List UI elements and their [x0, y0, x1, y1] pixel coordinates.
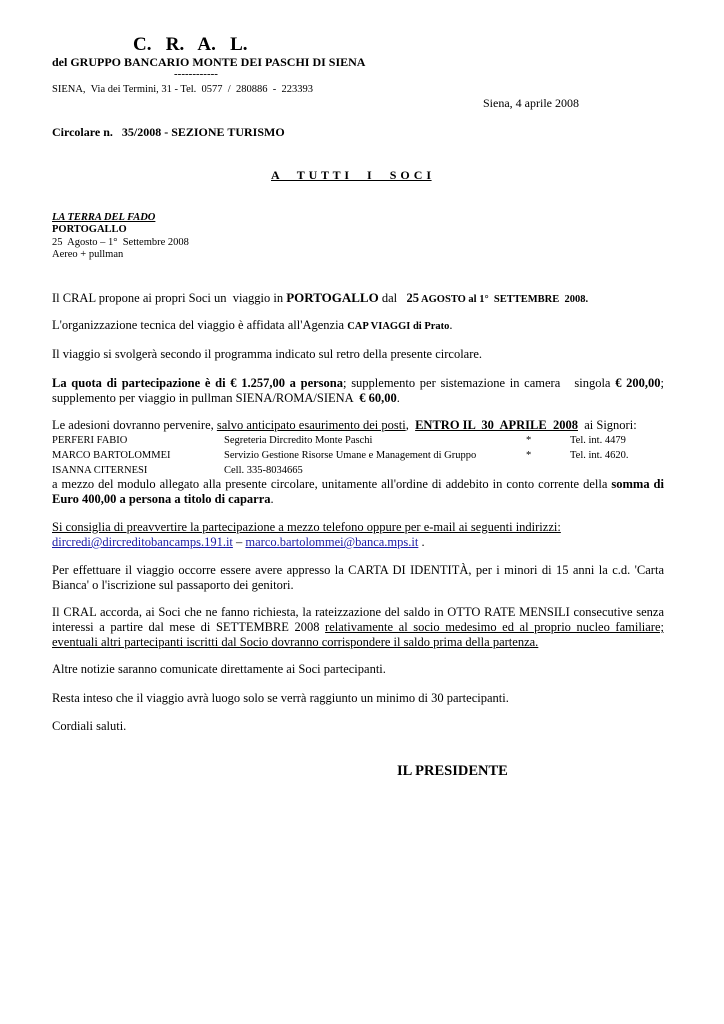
contact-phone: Tel. int. 4620.	[570, 450, 629, 461]
closing-greeting: Cordiali saluti.	[52, 719, 127, 733]
paragraph-deadline	[52, 418, 664, 433]
bus-supplement: € 60,00	[359, 391, 397, 405]
paragraph-program: Il viaggio si svolgerà secondo il programma indicato sul retro della presente circolare.	[52, 347, 483, 361]
contact-row	[52, 449, 170, 462]
paragraph-price	[52, 376, 668, 406]
trip-title: LA TERRA DEL FADO	[52, 212, 156, 223]
separator: –	[232, 535, 246, 549]
paragraph-agency	[52, 318, 664, 334]
deposit-amount: somma di Euro 400,00 a persona a titolo di caparra	[52, 477, 664, 506]
recipients-heading: A T U T T I I S O C I	[271, 168, 432, 182]
contact-row	[52, 434, 127, 447]
text: ; supplemento per viaggio in pullman SIENA/ROMA/SIENA	[52, 376, 668, 405]
text: ai Signori:	[577, 418, 637, 432]
single-supplement: € 200,00	[615, 376, 661, 390]
date-range: AGOSTO al 1° SETTEMBRE 2008.	[419, 294, 589, 305]
text: .	[396, 391, 400, 405]
text: a mezzo del modulo allegato alla presente circolare, unitamente all'ordine di addebito in conto corrente della	[52, 477, 612, 491]
header-address: SIENA, Via dei Termini, 31 - Tel. 0577 / 280886 - 223393	[52, 84, 313, 95]
trip-transport: Aereo + pullman	[52, 249, 124, 260]
contact-mark: *	[526, 450, 532, 461]
deadline: ENTRO IL 30 APRILE 2008	[415, 418, 578, 432]
text: Il CRAL accorda, ai Soci che ne fanno richiesta, la rateizzazione del saldo in OTTO RATE MENSILI consecutive senza interessi a partire dal mese di SETTEMBRE 2008	[52, 605, 664, 634]
text: L'organizzazione tecnica del viaggio è affidata all'Agenzia	[52, 318, 348, 332]
contact-role: Segreteria Dircredito Monte Paschi	[224, 435, 373, 446]
destination: PORTOGALLO	[286, 290, 379, 305]
paragraph-further-news: Altre notizie saranno comunicate direttamente ai Soci partecipanti.	[52, 662, 386, 676]
email-link-dircredito[interactable]: dircredi@dircreditobancamps.191.it	[52, 535, 233, 549]
paragraph-contact-advice: Si consiglia di preavvertire la partecipazione a mezzo telefono oppure per e-mail ai seguenti indirizzi:	[52, 520, 561, 534]
contact-row	[52, 464, 147, 477]
text: .	[418, 535, 425, 549]
org-title: C. R. A. L.	[133, 34, 248, 55]
contact-mark: *	[526, 435, 532, 446]
letter-date: Siena, 4 aprile 2008	[483, 96, 579, 110]
text: ,	[405, 418, 416, 432]
contact-role: Servizio Gestione Risorse Umane e Management di Gruppo	[224, 450, 477, 461]
contact-role: Cell. 335-8034665	[224, 465, 303, 476]
contact-name: MARCO BARTOLOMMEI	[52, 450, 171, 461]
org-subtitle: del GRUPPO BANCARIO MONTE DEI PASCHI DI SIENA	[52, 55, 366, 69]
text: .	[449, 318, 453, 332]
text: Le adesioni dovranno pervenire,	[52, 418, 217, 432]
paragraph-proposal	[52, 290, 664, 307]
paragraph-installments	[52, 605, 664, 650]
trip-dates: 25 Agosto – 1° Settembre 2008	[52, 237, 189, 248]
agency-name: CAP VIAGGI di Prato	[347, 321, 450, 332]
paragraph-minimum: Resta inteso che il viaggio avrà luogo solo se verrà raggiunto un minimo di 30 partecipanti.	[52, 691, 509, 705]
text: .	[270, 492, 274, 506]
availability-note: salvo anticipato esaurimento dei posti	[216, 418, 406, 432]
contact-phone: Tel. int. 4479	[570, 435, 626, 446]
contact-name: ISANNA CITERNESI	[52, 465, 148, 476]
installments-note: relativamente al socio medesimo ed al proprio nucleo familiare; eventuali altri partecipanti iscritti dal Socio dovranno corrispondere il saldo prima della partenza.	[52, 620, 664, 649]
header-divider: ------------	[174, 68, 218, 80]
paragraph-deposit	[52, 477, 664, 507]
signature-title: IL PRESIDENTE	[397, 763, 508, 779]
email-link-bartolommei[interactable]: marco.bartolommei@banca.mps.it	[245, 535, 419, 549]
email-line	[52, 535, 664, 550]
contact-name: PERFERI FABIO	[52, 435, 128, 446]
start-day: 25	[406, 291, 420, 305]
paragraph-id-document: Per effettuare il viaggio occorre essere avere appresso la CARTA DI IDENTITÀ, per i minori di 15 anni la c.d. 'Carta Bianca' o l'iscrizione sul passaporto dei genitori.	[52, 563, 664, 592]
price-text: La quota di partecipazione è di € 1.257,00 a persona	[52, 376, 344, 390]
text: dal	[378, 291, 407, 305]
circular-label: Circolare n. 35/2008 - SEZIONE TURISMO	[52, 125, 285, 139]
trip-country: PORTOGALLO	[52, 224, 127, 235]
text: Il CRAL propone ai propri Soci un viaggio in	[52, 291, 287, 305]
text: ; supplemento per sistemazione in camera singola	[343, 376, 616, 390]
